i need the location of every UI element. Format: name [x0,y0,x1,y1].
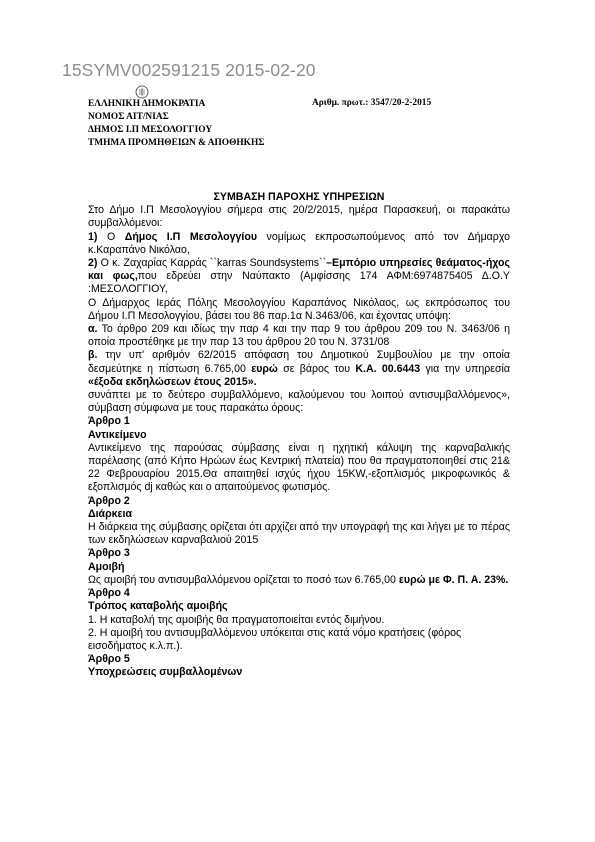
party-1-rest: νομίμως εκπροσωπούμενος από τον Δήμαρχο κ.Καραπάνο Νικόλαο, [88,230,510,256]
party-1-name: Δήμος Ι.Π Μεσολογγίου [124,230,258,243]
clause-b-label: β. [88,349,98,362]
clause-b-currency: ευρώ [251,362,278,375]
article-3-amount: ευρώ με Φ. Π. Α. 23%. [398,573,509,586]
article-4-item-2-cont: εισοδήματος κ.λ.π.). [88,639,183,652]
party-1 [88,231,510,257]
clause-a [88,323,510,349]
party-2-number: 2) [88,257,98,270]
article-1-title: Άρθρο 1 [88,415,130,428]
clause-b-text3: για την υπηρεσία [420,362,510,375]
protocol-number: Αριθμ. πρωτ.: 3547/20-2-2015 [312,98,432,108]
party-2 [88,257,510,297]
mayor-paragraph: Ο Δήμαρχος Ιεράς Πόλης Μεσολογγίου Καραπάνος Νικόλαος, ως εκπρόσωπος του Δήμου Ι.Π Μεσολογγίου, βάσει του 86 παρ.1α Ν.3463/06, και έχοντας υπόψη: [88,296,510,322]
header-prefecture: ΝΟΜΟΣ ΑΙΤ/ΝΙΑΣ [88,112,169,122]
header-department: ΤΜΗΜΑ ΠΡΟΜΗΘΕΙΩΝ & ΑΠΟΘΗΚΗΣ [88,138,265,148]
article-1-text: Αντικείμενο της παρούσας σύμβασης είναι η ηχητική κάλυψη της καρναβαλικής παρέλασης (από Κήπο Ηρώων έως Κεντρική πλατεία) που θα πραγματοποιηθεί στις 21& 22 Φεβρουαρίου 2015.Θα απαιτηθεί ισχύς ήχου 15KW,-εξοπλισμός μικροφωνικός & εξοπλισμός dj καθώς και ο απαιτούμενος φωτισμός. [88,441,510,494]
article-3-text [88,574,510,587]
agreement-paragraph: συνάπτει με το δεύτερο συμβαλλόμενο, καλούμενου του λοιπού αντισυμβαλλόμενος», σύμβαση σύμφωνα με τους παρακάτω όρους: [88,389,510,415]
header-municipality: ΔΗΜΟΣ Ι.Π ΜΕΣΟΛΟΓΓΙΟΥ [88,125,213,135]
clause-b-text1: την υπ' αριθμόν 62/2015 απόφαση του Δημοτικού Συμβουλίου με την οποία δεσμεύτηκε η πίστωση 6.765,00 [88,349,510,375]
article-2-text: Η διάρκεια της σύμβασης ορίζεται ότι αρχίζει από την υπογραφή της και λήγει με το πέρας των εκδηλώσεων καρναβαλιού 2015 [88,521,510,547]
article-4-title: Άρθρο 4 [88,587,130,600]
article-5-title: Άρθρο 5 [88,653,130,666]
article-2-title: Άρθρο 2 [88,494,130,507]
party-2-business: –Εμπόριο υπηρεσίες θεάματος-ήχος και φως, [88,257,510,283]
clause-b-code: Κ.Α. 00.6443 [355,362,421,375]
article-1-heading: Αντικείμενο [88,428,147,441]
article-5-heading: Υποχρεώσεις συμβαλλομένων [88,666,243,679]
greek-emblem-seal [135,85,149,99]
clause-b-text2: σε βάρος του [277,362,356,375]
party-2-rest: που εδρεύει στην Ναύπακτο (Αμφίσσης 174 ΑΦΜ:6974875405 Δ.Ο.Υ :ΜΕΣΟΛΟΓΓΙΟΥ, [88,270,510,296]
clause-a-text: Το άρθρο 209 και ιδίως την παρ 4 και την παρ 9 του άρθρου 209 του Ν. 3463/06 η οποία προστέθηκε με την παρ 13 του άρθρου 20 του Ν. 3731/08 [88,323,510,349]
party-1-number: 1) [88,230,98,243]
clause-a-label: α. [88,323,98,336]
party-2-pre: Ο κ. Ζαχαρίας Καρράς ``karras Soundsystems`` [97,257,327,270]
article-3-heading: Αμοιβή [88,560,125,573]
contract-body [88,191,510,680]
intro-paragraph: Στο Δήμο Ι.Π Μεσολογγίου σήμερα στις 20/2/2015, ημέρα Παρασκευή, οι παρακάτω συμβαλλόμενοι: [88,204,510,230]
article-2-heading: Διάρκεια [88,507,133,520]
article-4-item-1: 1. Η καταβολή της αμοιβής θα πραγματοποιείται εντός διμήνου. [88,613,385,626]
clause-b-service: «έξοδα εκδηλώσεων έτους 2015». [88,375,257,388]
article-3-title: Άρθρο 3 [88,547,130,560]
article-3-text-main: Ως αμοιβή του αντισυμβαλλόμενου ορίζεται το ποσό των 6.765,00 [88,573,399,586]
party-1-pre: Ο [97,230,125,243]
document-watermark-id: 15SYMV002591215 2015-02-20 [62,60,316,80]
article-4-item-2: 2. Η αμοιβή του αντισυμβαλλόμενου υπόκειται στις κατά νόμο κρατήσεις (φόρος [88,626,462,639]
header-country: ΕΛΛΗΝΙΚΗ ΔΗΜΟΚΡΑΤΙΑ [88,99,206,109]
article-4-heading: Τρόπος καταβολής αμοιβής [88,600,228,613]
document-title: ΣΥΜΒΑΣΗ ΠΑΡΟΧΗΣ ΥΠΗΡΕΣΙΩΝ [213,191,385,203]
clause-b [88,349,510,389]
